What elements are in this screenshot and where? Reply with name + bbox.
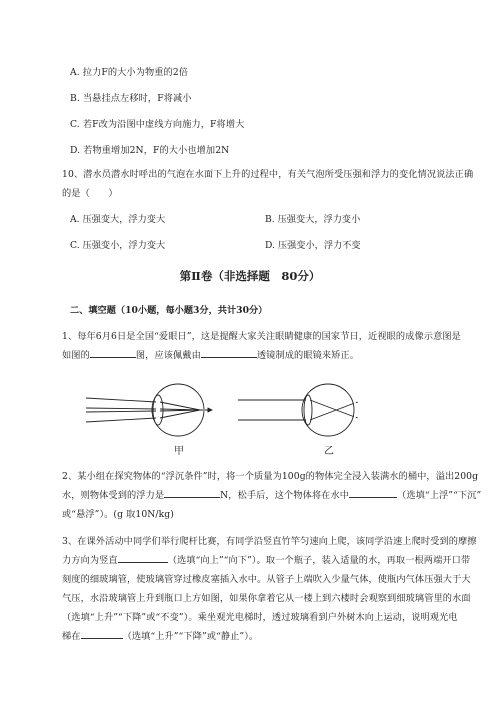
q3-line2 <box>62 552 470 566</box>
q10-option-c: C. 压强变小，浮力变大 <box>70 240 166 251</box>
q3-text-b: （选填“向上”“向下”）。取一个瓶子，装入适量的水，再取一根两端开口带 <box>167 555 471 566</box>
q10-option-b: B. 压强变大，浮力变小 <box>265 214 361 225</box>
q10-option-d: D. 压强变小，浮力不变 <box>265 240 361 251</box>
q3-text-e: （选填“上升”“下降”或“静止”）。 <box>122 631 259 642</box>
q9-option-a: A. 拉力F的大小为物重的2倍 <box>70 67 189 78</box>
q2-line1: 2、某小组在探究物体的“浮沉条件”时，将一个质量为100g的物体完全浸入装满水的桶中，溢出200g <box>62 471 479 482</box>
q3-blank-1[interactable] <box>118 553 168 563</box>
q10-stem-line2: 的是（ ） <box>62 188 118 199</box>
eye-diagram-a <box>86 384 212 436</box>
q1-blank-2[interactable] <box>201 348 257 358</box>
q1-blank-1[interactable] <box>90 348 136 358</box>
q3-text-d: 梯在 <box>62 631 81 642</box>
section2-heading: 二、填空题（10小题，每小题3分，共计30分） <box>70 305 268 316</box>
eye-diagram-b <box>238 384 358 436</box>
q3-line4: 气压，水沿玻璃管上升到瓶口上方如图，如果你拿着它从一楼上到六楼时会观察到细玻璃管里的水面 <box>62 593 471 604</box>
q2-line3: 或“悬浮”）。(g 取10N/kg) <box>62 509 174 520</box>
q9-option-d: D. 若物重增加2N，F的大小也增加2N <box>70 145 230 156</box>
eye-diagrams <box>78 380 418 460</box>
q2-blank-2[interactable] <box>349 488 397 498</box>
q2-text-b: N，松手后，这个物体将在水中 <box>220 490 350 501</box>
q3-line3: 刻度的细玻璃管，使玻璃管穿过橡皮塞插入水中。从管子上端吹入少量气体，使瓶内气体压强大于大 <box>62 574 471 585</box>
q10-option-a: A. 压强变大，浮力变大 <box>70 214 166 225</box>
q1-line2 <box>62 347 359 361</box>
q2-text-c: （选填“上浮”“下沉” <box>397 490 482 501</box>
q3-blank-2[interactable] <box>81 629 123 639</box>
q1-line1: 1、每年6月6日是全国“爱眼日”，这是提醒大家关注眼睛健康的国家节日，近视眼的成像示意图是 <box>62 331 461 342</box>
q3-line5: （选填“上升”“下降”或“不变”）。乘坐观光电梯时，透过玻璃看到户外树木向上运动，说明观光电 <box>62 612 458 623</box>
label-jia: 甲 <box>174 446 184 457</box>
q2-line2 <box>62 487 481 501</box>
q1-text-a: 如图的 <box>62 350 90 361</box>
q10-stem-line1: 10、潜水员潜水时呼出的气泡在水面下上升的过程中，有关气泡所受压强和浮力的变化情况说法正确 <box>62 169 474 180</box>
q3-line1: 3、在课外活动中同学们举行爬杆比赛，有同学沿竖直竹竿匀速向上爬，该同学沿速上爬时受到的摩擦 <box>62 536 477 547</box>
q3-text-a: 力方向为竖直 <box>62 555 118 566</box>
q1-text-c: 透镜制成的眼镜来矫正。 <box>256 350 360 361</box>
q9-option-c: C. 若F改为沿图中虚线方向施力，F将增大 <box>70 119 245 130</box>
q2-text-a: 水，则物体受到的浮力是 <box>62 490 165 501</box>
q2-blank-1[interactable] <box>164 488 220 498</box>
q9-option-b: B. 当悬挂点左移时，F将减小 <box>70 93 192 104</box>
q1-text-b: 图，应该佩戴由 <box>135 350 201 361</box>
part2-title: 第Ⅱ卷（非选择题 80分） <box>179 269 321 283</box>
label-yi: 乙 <box>324 446 334 457</box>
q3-line6 <box>62 628 258 642</box>
